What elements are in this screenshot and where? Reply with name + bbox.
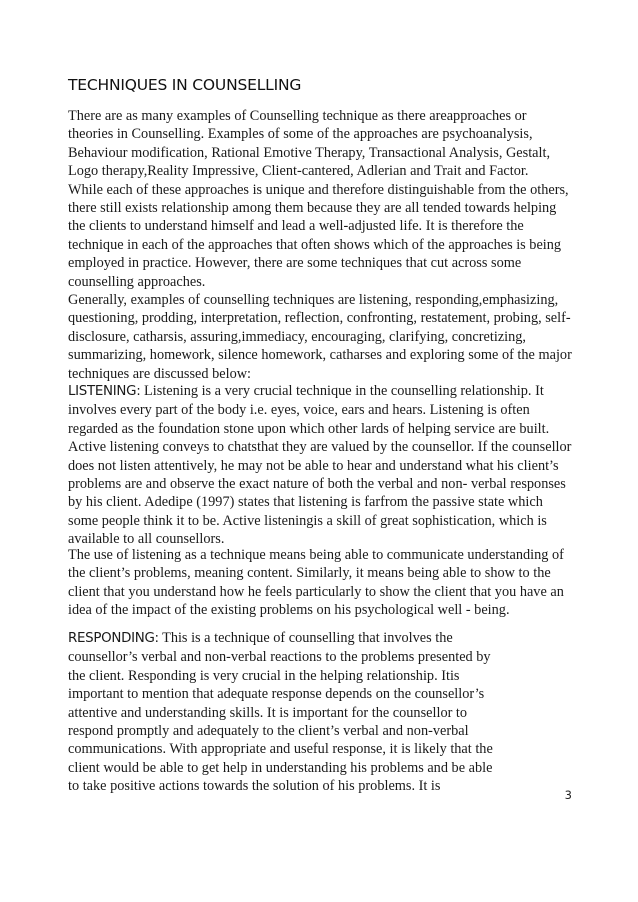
text-line: techniques are discussed below: xyxy=(68,365,252,382)
paragraph-approaches xyxy=(68,107,569,291)
text-line: questioning, prodding, interpretation, reflection, confronting, restatement, probing, self- xyxy=(68,310,571,327)
text-line: the client’s problems, meaning content. Similarly, it means being able to show to the xyxy=(68,565,551,582)
text-line: communications. With appropriate and useful response, it is likely that the xyxy=(68,741,493,758)
text-line: problems are and observe the exact nature of both the verbal and non- verbal responses xyxy=(68,476,566,493)
listening-label: LISTENING: xyxy=(68,384,141,399)
text-line: counselling approaches. xyxy=(68,273,206,290)
text-line: employed in practice. However, there are some techniques that cut across some xyxy=(68,255,522,272)
text-line: summarizing, homework, silence homework, catharses and exploring some of the major xyxy=(68,347,572,364)
listening-first-line: Listening is a very crucial technique in the counselling relationship. It xyxy=(140,383,544,399)
text-line: available to all counsellors. xyxy=(68,531,225,548)
text-line xyxy=(68,382,571,401)
paragraph-listening xyxy=(68,382,571,549)
text-line: While each of these approaches is unique and therefore distinguishable from the others, xyxy=(68,181,569,198)
text-line: important to mention that adequate response depends on the counsellor’s xyxy=(68,686,485,703)
text-line: idea of the impact of the existing problems on his psychological well - being. xyxy=(68,602,510,619)
text-line: disclosure, catharsis, assuring,immediacy, encouraging, clarifying, concretizing, xyxy=(68,328,527,345)
paragraph-technique-examples xyxy=(68,291,572,383)
text-line: there still exists relationship among them because they are all tended towards helping xyxy=(68,200,557,217)
text-line: Active listening conveys to chatsthat they are valued by the counsellor. If the counsellor xyxy=(68,439,572,456)
text-line: involves every part of the body i.e. eyes, voice, ears and hears. Listening is often xyxy=(68,402,530,419)
text-line: the client. Responding is very crucial in the helping relationship. Itis xyxy=(68,667,460,684)
text-line xyxy=(68,629,493,648)
text-line: theories in Counselling. Examples of some of the approaches are psychoanalysis, xyxy=(68,126,533,143)
text-line: the clients to understand himself and lead a well-adjusted life. It is therefore the xyxy=(68,218,524,235)
text-line: by his client. Adedipe (1997) states that listening is farfrom the passive state which xyxy=(68,494,543,511)
text-line: Logo therapy,Reality Impressive, Client-cantered, Adlerian and Trait and Factor. xyxy=(68,163,529,180)
text-line: to take positive actions towards the solution of his problems. It is xyxy=(68,778,441,795)
text-line: client that you understand how he feels particularly to show the client that you have an xyxy=(68,583,564,600)
text-line: There are as many examples of Counselling technique as there areapproaches or xyxy=(68,108,527,124)
responding-label: RESPONDING: xyxy=(68,631,159,646)
paragraph-listening-use xyxy=(68,546,564,620)
text-line: some people think it to be. Active listeningis a skill of great sophistication, which is xyxy=(68,512,547,529)
text-line: The use of listening as a technique means being able to communicate understanding of xyxy=(68,547,564,563)
text-line: regarded as the foundation stone upon which other lards of helping service are built. xyxy=(68,420,550,437)
text-line: does not listen attentively, he may not be able to hear and understand what his client’s xyxy=(68,457,559,474)
section-heading: TECHNIQUES IN COUNSELLING xyxy=(68,76,302,94)
text-line: attentive and understanding skills. It is important for the counsellor to xyxy=(68,704,468,721)
text-line: client would be able to get help in understanding his problems and be able xyxy=(68,759,493,776)
paragraph-responding xyxy=(68,629,493,796)
text-line: respond promptly and adequately to the client’s verbal and non-verbal xyxy=(68,723,469,740)
text-line: Behaviour modification, Rational Emotive Therapy, Transactional Analysis, Gestalt, xyxy=(68,144,551,161)
text-line: technique in each of the approaches that often shows which of the approaches is being xyxy=(68,236,562,253)
page-number: 3 xyxy=(564,788,572,802)
text-line: counsellor’s verbal and non-verbal reactions to the problems presented by xyxy=(68,649,491,666)
responding-first-line: This is a technique of counselling that involves the xyxy=(158,630,453,646)
text-line: Generally, examples of counselling techniques are listening, responding,emphasizing, xyxy=(68,292,559,308)
